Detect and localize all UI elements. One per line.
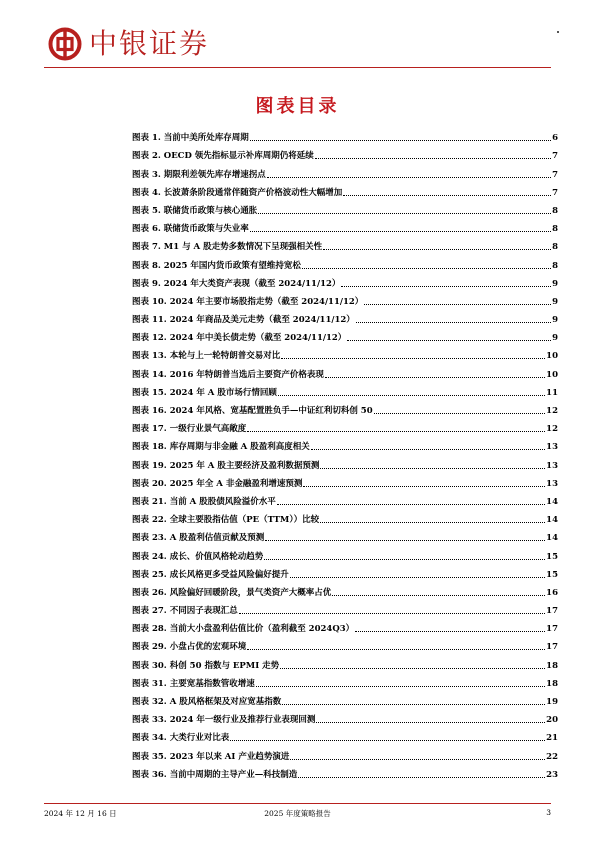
page-title: 图表目录 <box>255 96 340 117</box>
toc-entry[interactable] <box>132 598 558 616</box>
toc-entry[interactable] <box>132 762 558 780</box>
toc-entry[interactable] <box>132 289 558 307</box>
toc-entry[interactable] <box>132 125 558 143</box>
toc-leader-dots <box>320 468 545 469</box>
toc-leader-dots <box>303 486 545 487</box>
toc-entry-label: 图表 4. 长波萧条阶段通常伴随资产价格波动性大幅增加 <box>132 187 343 198</box>
toc-entry[interactable] <box>132 216 558 234</box>
toc-entry-label: 图表 17. 一级行业景气高敞度 <box>132 424 247 435</box>
toc-leader-dots <box>364 304 551 305</box>
footer-date: 2024 年 12 月 16 日 <box>44 809 117 818</box>
toc-leader-dots <box>256 686 545 687</box>
toc-entry-label: 图表 27. 不同因子表现汇总 <box>132 606 238 617</box>
company-name: 中银证券 <box>89 27 210 60</box>
toc-entry-page: 17 <box>546 606 558 617</box>
toc-entry[interactable] <box>132 671 558 689</box>
toc-entry[interactable] <box>132 234 558 252</box>
toc-entry-page: 13 <box>546 478 558 489</box>
toc-entry-page: 14 <box>546 496 558 507</box>
toc-entry-page: 16 <box>546 587 558 598</box>
toc-entry-label: 图表 14. 2016 年特朗普当选后主要资产价格表现 <box>132 369 324 380</box>
toc-entry-page: 11 <box>546 387 558 398</box>
toc-entry[interactable] <box>132 271 558 289</box>
toc-leader-dots <box>258 213 551 214</box>
toc-entry-page: 17 <box>546 642 558 653</box>
toc-entry-label: 图表 18. 库存周期与非金融 A 股盈利高度相关 <box>132 442 310 453</box>
toc-entry-label: 图表 29. 小盘占优的宏观环境 <box>132 642 247 653</box>
toc-entry[interactable] <box>132 416 558 434</box>
toc-entry[interactable] <box>132 634 558 652</box>
toc-entry-page: 19 <box>546 697 558 707</box>
toc-entry-label: 图表 3. 期限利差领先库存增速拐点 <box>132 169 266 180</box>
toc-leader-dots <box>290 577 545 578</box>
footer-divider <box>44 803 551 804</box>
toc-entry-page: 18 <box>546 678 558 689</box>
toc-entry-page: 10 <box>546 369 558 380</box>
toc-leader-dots <box>311 449 545 450</box>
toc-leader-dots <box>250 140 551 141</box>
toc-entry[interactable] <box>132 507 558 525</box>
toc-entry-page: 18 <box>546 660 558 671</box>
toc-entry-label: 图表 6. 联储货币政策与失业率 <box>132 224 249 235</box>
toc-entry-label: 图表 33. 2024 年一级行业及推荐行业表现回测 <box>132 715 316 726</box>
footer-report-name: 2025 年度策略报告 <box>264 809 331 818</box>
toc-leader-dots <box>290 759 545 760</box>
toc-entry-page: 9 <box>552 278 558 289</box>
toc-entry-page: 7 <box>552 169 558 180</box>
toc-leader-dots <box>343 195 551 196</box>
toc-entry-page: 8 <box>552 224 558 235</box>
toc-leader-dots <box>325 377 545 378</box>
toc-entry-label: 图表 5. 联储货币政策与核心通胀 <box>132 205 258 216</box>
toc-entry[interactable] <box>132 452 558 470</box>
toc-leader-dots <box>280 668 545 669</box>
toc-entry-page: 23 <box>546 769 558 780</box>
toc-entry-page: 21 <box>546 733 558 744</box>
toc-entry[interactable] <box>132 252 558 270</box>
toc-leader-dots <box>247 649 545 650</box>
toc-entry-page: 9 <box>552 296 558 307</box>
toc-entry[interactable] <box>132 471 558 489</box>
toc-entry-page: 8 <box>552 205 558 216</box>
toc-entry[interactable] <box>132 434 558 452</box>
toc-entry-label: 图表 34. 大类行业对比表 <box>132 733 230 744</box>
toc-leader-dots <box>347 340 551 341</box>
toc-entry-label: 图表 35. 2023 年以来 AI 产业趋势演进 <box>132 751 290 762</box>
toc-entry-page: 15 <box>546 569 558 580</box>
toc-entry-label: 图表 21. 当前 A 股股债风险溢价水平 <box>132 496 276 507</box>
toc-entry-page: 15 <box>546 551 558 562</box>
toc-leader-dots <box>247 431 545 432</box>
toc-entry[interactable] <box>132 380 558 398</box>
toc-leader-dots <box>230 740 545 741</box>
toc-entry[interactable] <box>132 343 558 361</box>
toc-entry-label: 图表 13. 本轮与上一轮特朗普交易对比 <box>132 351 281 362</box>
toc-entry-label: 图表 28. 当前大小盘盈利估值比价（盈利截至 2024Q3） <box>132 624 355 635</box>
toc-entry-label: 图表 26. 风险偏好回暖阶段，景气类资产大概率占优 <box>132 587 332 598</box>
toc-entry-page: 14 <box>546 515 558 526</box>
toc-entry-page: 6 <box>552 133 558 144</box>
toc-leader-dots <box>315 158 551 159</box>
toc-entry-label: 图表 19. 2025 年 A 股主要经济及盈利数据预测 <box>132 460 320 471</box>
toc-entry-page: 14 <box>546 533 558 544</box>
toc-entry-label: 图表 12. 2024 年中美长债走势（截至 2024/11/12） <box>132 333 347 344</box>
header-dot <box>557 31 559 33</box>
toc-leader-dots <box>282 704 545 705</box>
toc-entry-label: 图表 24. 成长、价值风格轮动趋势 <box>132 551 264 562</box>
toc-entry-label: 图表 10. 2024 年主要市场股指走势（截至 2024/11/12） <box>132 296 364 307</box>
toc-leader-dots <box>302 268 551 269</box>
toc-entry[interactable] <box>132 361 558 379</box>
toc-entry-page: 8 <box>552 242 558 253</box>
toc-entry-page: 12 <box>546 406 558 416</box>
toc-entry[interactable] <box>132 707 558 725</box>
footer-page-number: 3 <box>546 808 551 817</box>
toc-leader-dots <box>355 631 545 632</box>
toc-entry[interactable] <box>132 398 558 416</box>
toc-leader-dots <box>374 413 546 414</box>
company-logo <box>48 26 209 62</box>
toc-entry-page: 12 <box>546 424 558 435</box>
toc-entry[interactable] <box>132 489 558 507</box>
toc-entry-label: 图表 30. 科创 50 指数与 EPMI 走势 <box>132 660 280 671</box>
toc-leader-dots <box>267 177 551 178</box>
toc-leader-dots <box>341 286 551 287</box>
toc-leader-dots <box>320 522 545 523</box>
toc-entry-label: 图表 9. 2024 年大类资产表现（截至 2024/11/12） <box>132 278 341 289</box>
toc-entry-page: 22 <box>546 751 558 762</box>
toc-entry[interactable] <box>132 325 558 343</box>
toc-leader-dots <box>356 322 551 323</box>
toc-entry-label: 图表 7. M1 与 A 股走势多数情况下呈现强相关性 <box>132 242 323 253</box>
toc-entry[interactable] <box>132 616 558 634</box>
toc-entry[interactable] <box>132 743 558 761</box>
toc-entry[interactable] <box>132 307 558 325</box>
toc-entry-label: 图表 15. 2024 年 A 股市场行情回顾 <box>132 387 277 398</box>
toc-entry[interactable] <box>132 580 558 598</box>
table-of-figures <box>132 125 558 780</box>
toc-entry[interactable] <box>132 652 558 670</box>
toc-entry-label: 图表 2. OECD 领先指标显示补库周期仍将延续 <box>132 151 314 162</box>
toc-entry-page: 20 <box>546 715 558 726</box>
toc-entry-label: 图表 25. 成长风格更多受益风险偏好提升 <box>132 569 289 580</box>
toc-entry-page: 9 <box>552 315 558 326</box>
header-divider <box>44 67 551 68</box>
toc-entry-label: 图表 23. A 股盈利估值贡献及预测 <box>132 533 265 544</box>
toc-leader-dots <box>316 722 545 723</box>
toc-entry-label: 图表 20. 2025 年全 A 非金融盈利增速预测 <box>132 478 303 489</box>
toc-entry-label: 图表 22. 全球主要股指估值（PE（TTM））比较 <box>132 515 320 526</box>
toc-leader-dots <box>265 540 545 541</box>
toc-entry[interactable] <box>132 525 558 543</box>
toc-entry[interactable] <box>132 180 558 198</box>
toc-entry-label: 图表 1. 当前中美所处库存周期 <box>132 133 249 144</box>
toc-entry-label: 图表 16. 2024 年风格、宽基配置胜负手—中证红利切科创 50 <box>132 406 373 416</box>
toc-leader-dots <box>278 395 545 396</box>
toc-leader-dots <box>250 231 551 232</box>
toc-leader-dots <box>323 249 551 250</box>
toc-entry-page: 13 <box>546 442 558 453</box>
toc-entry-label: 图表 11. 2024 年商品及美元走势（截至 2024/11/12） <box>132 315 355 326</box>
toc-leader-dots <box>277 504 545 505</box>
toc-entry-page: 10 <box>546 351 558 362</box>
toc-entry[interactable] <box>132 543 558 561</box>
toc-entry-page: 7 <box>552 151 558 162</box>
toc-entry[interactable] <box>132 143 558 161</box>
toc-entry[interactable] <box>132 689 558 707</box>
toc-leader-dots <box>264 559 545 560</box>
toc-entry-label: 图表 36. 当前中周期的主导产业—科技制造 <box>132 769 298 780</box>
toc-entry-label: 图表 31. 主要宽基指数管收增速 <box>132 678 255 689</box>
toc-leader-dots <box>239 613 545 614</box>
toc-entry-page: 17 <box>546 624 558 635</box>
bank-of-china-logo-icon <box>48 27 82 61</box>
toc-entry-label: 图表 8. 2025 年国内货币政策有望维持宽松 <box>132 260 301 271</box>
toc-entry[interactable] <box>132 562 558 580</box>
toc-leader-dots <box>332 595 545 596</box>
toc-entry-page: 13 <box>546 460 558 471</box>
toc-entry[interactable] <box>132 198 558 216</box>
toc-leader-dots <box>281 358 545 359</box>
toc-leader-dots <box>298 777 545 778</box>
toc-entry-page: 7 <box>552 187 558 198</box>
toc-entry-label: 图表 32. A 股风格框架及对应宽基指数 <box>132 697 282 707</box>
toc-entry[interactable] <box>132 161 558 179</box>
toc-entry[interactable] <box>132 725 558 743</box>
toc-entry-page: 9 <box>552 333 558 344</box>
toc-entry-page: 8 <box>552 260 558 271</box>
